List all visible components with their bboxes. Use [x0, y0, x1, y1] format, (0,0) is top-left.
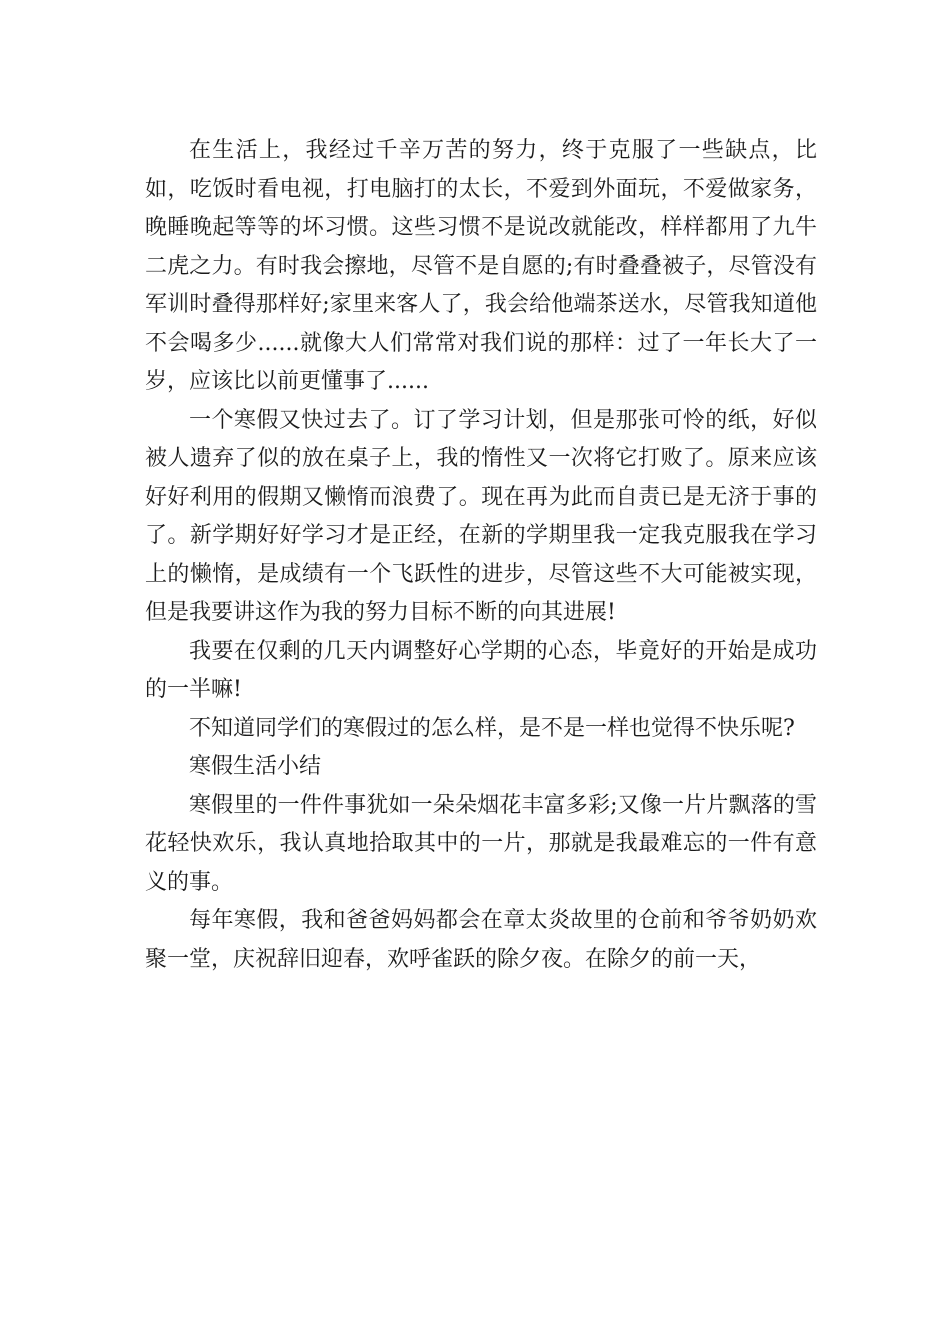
paragraph-classmates-question: 不知道同学们的寒假过的怎么样，是不是一样也觉得不快乐呢?: [189, 715, 795, 741]
paragraph-fireworks: 寒假里的一件件事犹如一朵朵烟花丰富多彩;又像一片片飘落的雪花轻快欢乐，我认真地拾取其中的一片，那就是我最难忘的一件有意义的事。: [145, 792, 817, 895]
section-heading: 寒假生活小结: [189, 754, 322, 779]
paragraph-life-habits: 在生活上，我经过千辛万苦的努力，终于克服了一些缺点，比如，吃饭时看电视，打电脑打的太长，不爱到外面玩，不爱做家务，晚睡晚起等等的坏习惯。这些习惯不是说改就能改，样样都用了九牛二虎之力。有时我会擦地，尽管不是自愿的;有时叠叠被子，尽管没有军训时叠得那样好;家里来客人了，我会给他端茶送水，尽管我知道他不会喝多少......就像大人们常常对我们说的那样：过了一年长大了一岁，应该比以前更懂事了......: [145, 138, 817, 394]
paragraph-study-plan: 一个寒假又快过去了。订了学习计划，但是那张可怜的纸，好似被人遗弃了似的放在桌子上，我的惰性又一次将它打败了。原来应该好好利用的假期又懒惰而浪费了。现在再为此而自责已是无济于事的了。新学期好好学习才是正经，在新的学期里我一定我克服我在学习上的懒惰，是成绩有一个飞跃性的进步，尽管这些不大可能被实现，但是我要讲这作为我的努力目标不断的向其进展!: [145, 407, 817, 625]
paragraph-new-year-eve: 每年寒假，我和爸爸妈妈都会在章太炎故里的仓前和爷爷奶奶欢聚一堂，庆祝辞旧迎春，欢呼雀跃的除夕夜。在除夕的前一天，: [145, 908, 817, 972]
document-body: [145, 132, 817, 979]
paragraph-adjust-mindset: 我要在仅剩的几天内调整好心学期的心态，毕竟好的开始是成功的一半嘛!: [145, 638, 817, 702]
